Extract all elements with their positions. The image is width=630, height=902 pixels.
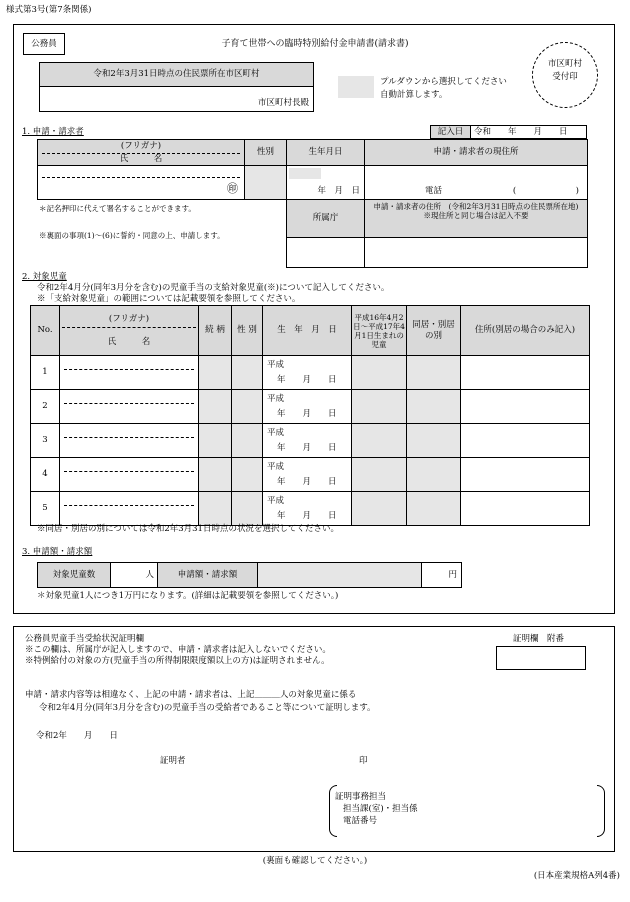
amount-label: 申請額・請求額 xyxy=(158,563,258,588)
agency-input[interactable] xyxy=(286,237,365,268)
child-era: 平成 xyxy=(267,393,285,404)
gender-header xyxy=(244,139,287,166)
col-address: 住所(別居の場合のみ記入) xyxy=(461,306,590,356)
child-birthdate-input[interactable] xyxy=(263,390,352,424)
contact-line2: 担当課(室)・担当係 xyxy=(343,804,418,814)
child-address-input[interactable] xyxy=(461,390,590,424)
applicant-name-input[interactable] xyxy=(37,165,245,200)
section3-note: ＊対象児童1人につき1万円になります。(詳細は記載要領を参照してください。) xyxy=(37,591,339,601)
children-table xyxy=(30,305,590,526)
cert-serial-label: 証明欄 附番 xyxy=(513,634,565,644)
child-gender-select[interactable] xyxy=(232,390,263,424)
child-no: 3 xyxy=(31,424,60,458)
address-0331-header xyxy=(364,199,588,238)
child-gender-select[interactable] xyxy=(232,424,263,458)
child-birthdate-input[interactable] xyxy=(263,458,352,492)
cert-body1: 申請・請求内容等は相違なく、上記の申請・請求者は、上記＿＿＿人の対象児童に係る xyxy=(25,690,357,700)
child-row xyxy=(31,424,590,458)
amount-table xyxy=(37,562,462,588)
child-relation-select[interactable] xyxy=(199,356,232,390)
back-note: (裏面も確認してください。) xyxy=(262,856,368,866)
address-header xyxy=(364,139,588,166)
child-era: 平成 xyxy=(267,427,285,438)
col-cohab: 同居・別居の別 xyxy=(407,306,461,356)
cert-date: 令和2年 月 日 xyxy=(36,731,118,741)
birthdate-header-label: 生年月日 xyxy=(308,147,343,157)
col-name-label: 氏 名 xyxy=(107,336,151,347)
era-select[interactable] xyxy=(289,168,321,179)
entry-date-table xyxy=(430,125,587,139)
amount-unit: 円 xyxy=(422,563,462,588)
child-no: 5 xyxy=(31,492,60,526)
child-period-flag[interactable] xyxy=(352,356,407,390)
child-gender-select[interactable] xyxy=(232,492,263,526)
address-0331-label: 申請・請求者の住所 (令和2年3月31日時点の住民票所在地) xyxy=(373,202,579,211)
child-address-input[interactable] xyxy=(461,424,590,458)
child-count-label: 対象児童数 xyxy=(38,563,111,588)
legend-text xyxy=(380,76,507,102)
child-relation-select[interactable] xyxy=(199,492,232,526)
cert-heading: 公務員児童手当受給状況証明欄 xyxy=(25,634,145,644)
child-ymd: 年 月 日 xyxy=(277,476,337,487)
child-cohab-select[interactable] xyxy=(407,424,461,458)
child-name-input[interactable] xyxy=(60,458,199,492)
child-relation-select[interactable] xyxy=(199,458,232,492)
child-address-input[interactable] xyxy=(461,458,590,492)
child-era: 平成 xyxy=(267,461,285,472)
section2-heading: 2. 対象児童 xyxy=(22,272,67,282)
col-no: No. xyxy=(31,306,60,356)
public-employee-label: 公務員 xyxy=(31,39,57,49)
child-period-flag[interactable] xyxy=(352,492,407,526)
legend-auto-text: 自動計算します。 xyxy=(380,90,448,100)
child-ymd: 年 月 日 xyxy=(277,374,337,385)
form-number: 様式第3号(第7条関係) xyxy=(6,5,92,15)
child-row xyxy=(31,492,590,526)
contact-line1: 証明事務担当 xyxy=(335,792,387,802)
resident-municipality-header xyxy=(39,62,314,87)
signature-note: ＊記名押印に代えて署名することができます。 xyxy=(39,204,196,213)
col-relation: 続 柄 xyxy=(199,306,232,356)
amount-field xyxy=(258,563,422,588)
child-cohab-select[interactable] xyxy=(407,356,461,390)
phone-label: 電話 xyxy=(425,186,443,197)
child-cohab-select[interactable] xyxy=(407,492,461,526)
section2-desc2: ※「支給対象児童」の範囲については記載要領を参照してください。 xyxy=(37,294,301,304)
child-address-input[interactable] xyxy=(461,492,590,526)
applicant-gender-select[interactable] xyxy=(244,165,287,200)
child-gender-select[interactable] xyxy=(232,458,263,492)
child-ymd: 年 月 日 xyxy=(277,510,337,521)
agency-label: 所属庁 xyxy=(312,213,339,223)
name-label: 氏 名 xyxy=(119,153,163,164)
cert-body2: 令和2年4月分(同年3月分を含む)の児童手当の受給者であること等について証明します。 xyxy=(39,703,376,713)
legend-swatch xyxy=(338,76,374,98)
applicant-furigana-header xyxy=(37,139,245,166)
receipt-stamp-line2: 受付印 xyxy=(552,72,578,82)
child-name-input[interactable] xyxy=(60,390,199,424)
col-period: 平成16年4月2日～平成17年4月1日生まれの児童 xyxy=(352,306,407,356)
birthdate-ymd: 年 月 日 xyxy=(317,186,360,197)
child-ymd: 年 月 日 xyxy=(277,442,337,453)
child-no: 2 xyxy=(31,390,60,424)
child-era: 平成 xyxy=(267,359,285,370)
applicant-birthdate-input[interactable] xyxy=(286,165,365,200)
child-no: 4 xyxy=(31,458,60,492)
child-gender-select[interactable] xyxy=(232,356,263,390)
child-period-flag[interactable] xyxy=(352,424,407,458)
form-title: 子育て世帯への臨時特別給付金申請書(請求書) xyxy=(221,39,409,49)
child-name-input[interactable] xyxy=(60,492,199,526)
child-row xyxy=(31,390,590,424)
applicant-address-input[interactable] xyxy=(364,165,588,200)
municipality-input[interactable] xyxy=(39,86,314,112)
section2-desc1: 令和2年4月分(同年3月分を含む)の児童手当の支給対象児童(※)について記入してください。 xyxy=(37,283,390,293)
cert-note1: ※この欄は、所属庁が記入しますので、申請・請求者は記入しないでください。 xyxy=(25,645,331,655)
child-cohab-select[interactable] xyxy=(407,458,461,492)
child-birthdate-input[interactable] xyxy=(263,356,352,390)
child-cohab-select[interactable] xyxy=(407,390,461,424)
child-name-input[interactable] xyxy=(60,424,199,458)
child-count-field xyxy=(111,563,158,588)
receipt-stamp xyxy=(532,42,598,108)
gender-header-label: 性別 xyxy=(256,147,274,157)
contact-bracket xyxy=(329,785,605,837)
furigana-label: (フリガナ) xyxy=(120,141,162,151)
entry-date-label: 記入日 xyxy=(431,126,471,139)
child-period-flag[interactable] xyxy=(352,390,407,424)
contact-line3: 電話番号 xyxy=(343,816,378,826)
child-birthdate-input[interactable] xyxy=(263,492,352,526)
birthdate-header xyxy=(286,139,365,166)
child-no: 1 xyxy=(31,356,60,390)
col-gender: 性 別 xyxy=(232,306,263,356)
phone-input[interactable]: ( ) xyxy=(512,186,579,197)
jis-note: (日本産業規格A列4番) xyxy=(533,871,620,881)
legend-dropdown-text: プルダウンから選択してください xyxy=(380,77,507,87)
section2-footnote: ※同居・別居の別については令和2年3月31日時点の状況を選択してください。 xyxy=(37,524,339,534)
cert-serial-input[interactable] xyxy=(496,646,586,670)
address-0331-input[interactable] xyxy=(364,237,588,268)
child-name-input[interactable] xyxy=(60,356,199,390)
pledge-note: ※裏面の事項(1)～(6)に誓約・同意の上、申請します。 xyxy=(39,231,225,240)
cert-seal-label: 印 xyxy=(359,756,368,766)
child-ymd: 年 月 日 xyxy=(277,408,337,419)
child-period-flag[interactable] xyxy=(352,458,407,492)
resident-municipality-label: 令和2年3月31日時点の住民票所在市区町村 xyxy=(93,69,260,79)
child-era: 平成 xyxy=(267,495,285,506)
col-name xyxy=(60,306,199,356)
child-row xyxy=(31,356,590,390)
section3-heading: 3. 申請額・請求額 xyxy=(22,547,93,557)
child-relation-select[interactable] xyxy=(199,424,232,458)
child-count-unit: 人 xyxy=(145,569,154,580)
child-relation-select[interactable] xyxy=(199,390,232,424)
col-furigana-label: (フリガナ) xyxy=(108,313,150,324)
child-address-input[interactable] xyxy=(461,356,590,390)
entry-date-field[interactable]: 令和 年 月 日 xyxy=(471,126,587,139)
child-birthdate-input[interactable] xyxy=(263,424,352,458)
same-address-note: ※現住所と同じ場合は記入不要 xyxy=(423,211,529,220)
col-birth: 生 年 月 日 xyxy=(263,306,352,356)
mayor-label: 市区町村長殿 xyxy=(257,98,309,109)
seal-mark: ㊞ xyxy=(227,182,238,196)
section1-heading: 1. 申請・請求者 xyxy=(22,127,84,137)
cert-note2: ※特例給付の対象の方(児童手当の所得制限限度額以上の方)は証明されません。 xyxy=(25,656,330,666)
certifier-label: 証明者 xyxy=(160,756,186,766)
agency-header xyxy=(286,199,365,238)
child-row xyxy=(31,458,590,492)
address-header-label: 申請・請求者の現住所 xyxy=(433,147,519,157)
receipt-stamp-line1: 市区町村 xyxy=(547,59,582,69)
